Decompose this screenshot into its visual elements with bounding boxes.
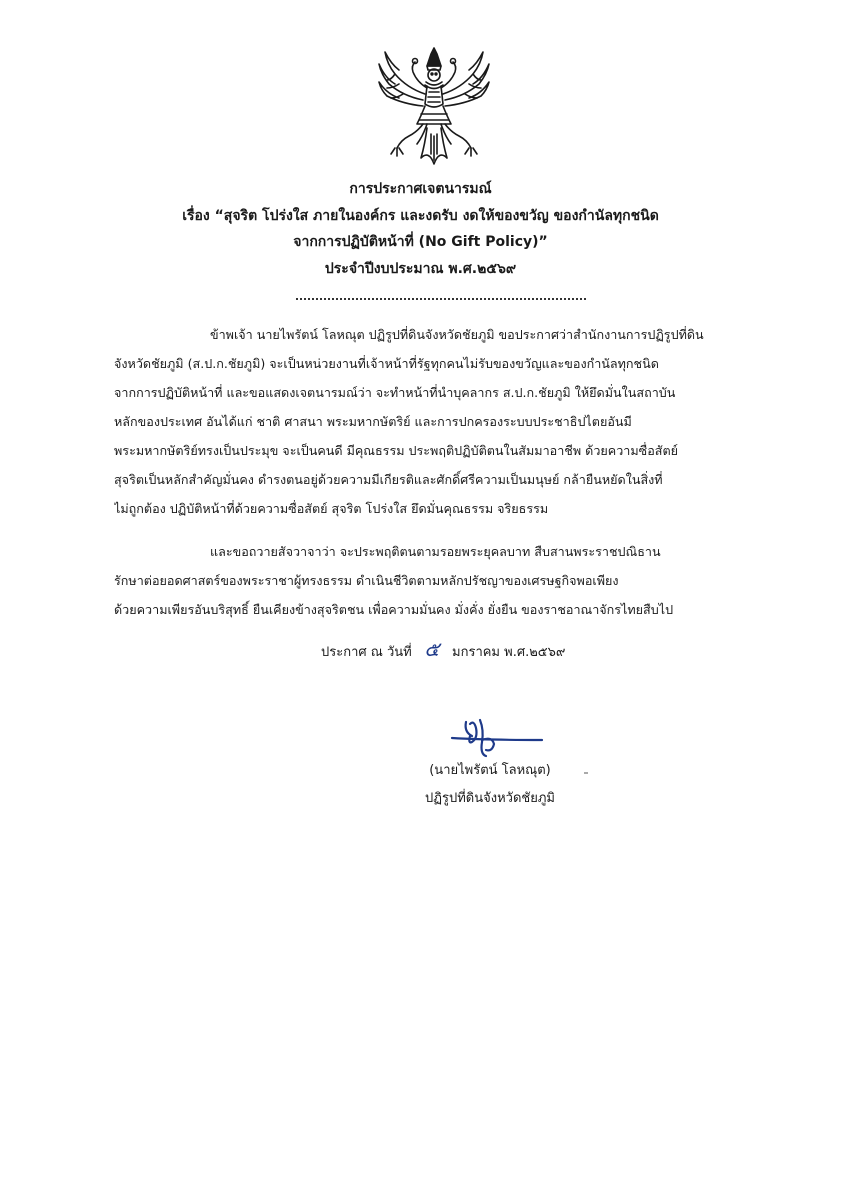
garuda-emblem-icon — [377, 44, 491, 168]
subject-line: เรื่อง “สุจริต โปร่งใส ภายในองค์กร และงดรับ งดให้ของขวัญ ของกำนัลทุกชนิด — [182, 208, 659, 224]
scan-mark — [584, 772, 588, 774]
body-paragraph-2 — [114, 537, 731, 624]
paragraph-line: หลักของประเทศ อันได้แก่ ชาติ ศาสนา พระมหากษัตริย์ และการปกครองระบบประชาธิปไตยอันมี — [114, 414, 632, 429]
paragraph-line: รักษาต่อยอดศาสตร์ของพระราชาผู้ทรงธรรม ดำเนินชีวิตตามหลักปรัชญาของเศรษฐกิจพอเพียง — [114, 573, 619, 588]
paragraph-line: จากการปฏิบัติหน้าที่ และขอแสดงเจตนารมณ์ว่า จะทำหน้าที่นำบุคลากร ส.ป.ก.ชัยภูมิ ให้ยึดมั่นในสถาบัน — [114, 385, 676, 400]
paragraph-line: ด้วยความเพียรอันบริสุทธิ์ ยืนเคียงข้างสุจริตชน เพื่อความมั่นคง มั่งคั่ง ยั่งยืน ของราชอาณาจักรไทยสืบไป — [114, 602, 674, 617]
handwritten-day: ๕ — [424, 637, 440, 661]
paragraph-line: และขอถวายสัจวาจาว่า จะประพฤติตนตามรอยพระยุคลบาท สืบสานพระราชปณิธาน — [210, 544, 661, 559]
announcement-date — [321, 637, 565, 665]
paragraph-line: สุจริตเป็นหลักสำคัญมั่นคง ดำรงตนอยู่ด้วยความมีเกียรติและศักดิ์ศรีความเป็นมนุษย์ กล้ายืนหยัดในสิ่งที่ — [114, 472, 663, 487]
date-prefix: ประกาศ ณ วันที่ — [321, 645, 412, 660]
subject-line-continued: จากการปฏิบัติหน้าที่ (No Gift Policy)” — [293, 234, 548, 250]
announcement-title: การประกาศเจตนารมณ์ — [349, 181, 492, 197]
paragraph-line: ไม่ถูกต้อง ปฏิบัติหน้าที่ด้วยความซื่อสัตย์ สุจริต โปร่งใส ยึดมั่นคุณธรรม จริยธรรม — [114, 501, 549, 516]
handwritten-signature — [446, 710, 546, 764]
fiscal-year-line: ประจำปีงบประมาณ พ.ศ.๒๕๖๙ — [324, 261, 517, 277]
paragraph-line: ข้าพเจ้า นายไพรัตน์ โลหณุต ปฏิรูปที่ดินจังหวัดชัยภูมิ ขอประกาศว่าสำนักงานการปฏิรูปที่ดิน — [210, 327, 704, 342]
body-paragraph-1 — [114, 320, 731, 523]
paragraph-line: จังหวัดชัยภูมิ (ส.ป.ก.ชัยภูมิ) จะเป็นหน่วยงานที่เจ้าหน้าที่รัฐทุกคนไม่รับของขวัญและของกำนัลทุกชนิด — [114, 356, 659, 371]
signatory-name: (นายไพรัตน์ โลหณุต) — [429, 763, 551, 778]
date-suffix: มกราคม พ.ศ.๒๕๖๙ — [452, 645, 566, 660]
paragraph-line: พระมหากษัตริย์ทรงเป็นประมุข จะเป็นคนดี มีคุณธรรม ประพฤติปฏิบัติตนในสัมมาอาชีพ ด้วยความซื่อสัตย์ — [114, 443, 679, 458]
dotted-separator — [296, 298, 586, 300]
signatory-position: ปฏิรูปที่ดินจังหวัดชัยภูมิ — [425, 791, 555, 806]
